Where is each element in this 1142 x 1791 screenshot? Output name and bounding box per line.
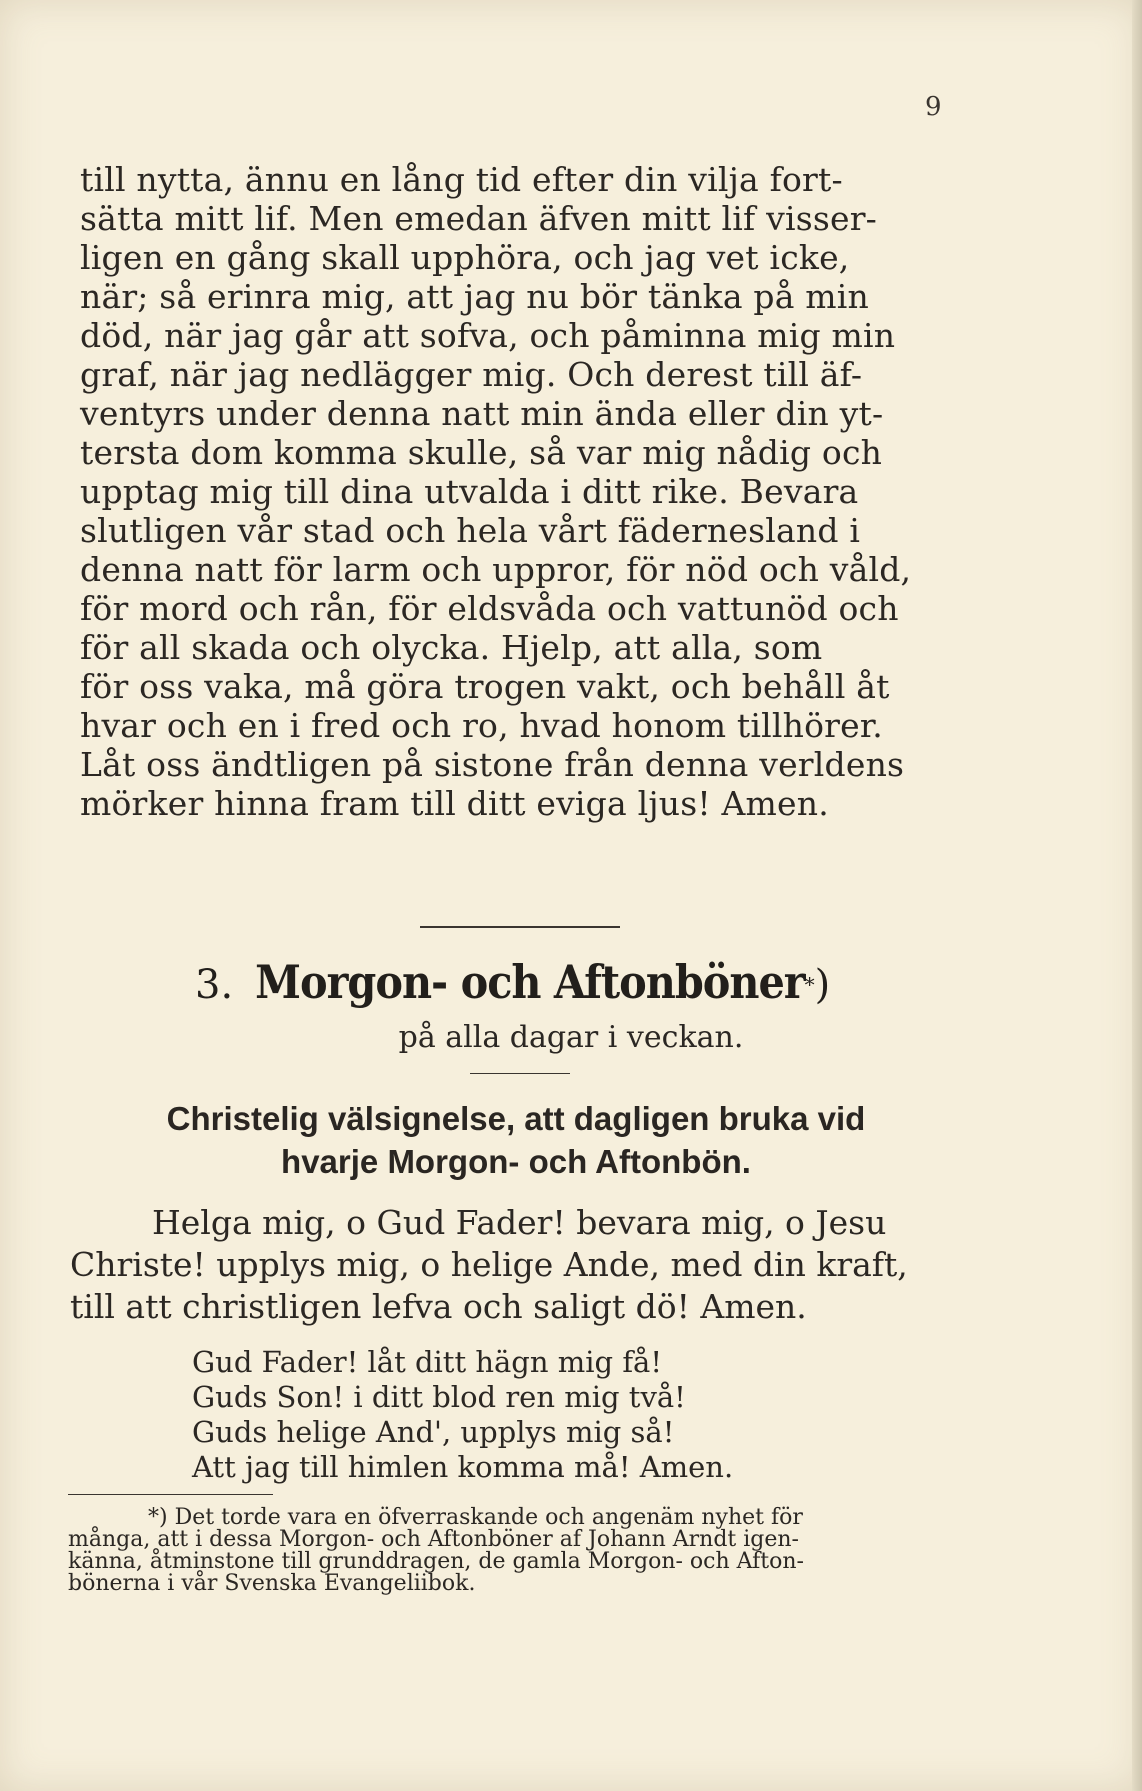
- text-line: Låt oss ändtligen på sistone från denna verldens: [80, 745, 905, 784]
- blessing-text-line: Christe! upplys mig, o helige Ande, med din kraft,: [70, 1245, 908, 1284]
- verse-line: Att jag till himlen komma må! Amen.: [192, 1450, 734, 1484]
- text-line: sätta mitt lif. Men emedan äfven mitt lif visser-: [80, 199, 878, 238]
- text-line: ventyrs under denna natt min ända eller din yt-: [80, 394, 884, 433]
- footnote-rule: [68, 1494, 273, 1495]
- blessing-heading-line: hvarje Morgon- och Aftonbön.: [281, 1143, 751, 1180]
- section-divider: [420, 926, 620, 928]
- text-line: för all skada och olycka. Hjelp, att alla, som: [80, 628, 823, 667]
- footnote-line: bönerna i vår Svenska Evangeliibok.: [68, 1571, 476, 1596]
- footnote-mark: *: [804, 972, 815, 997]
- footnote-line: *) Det torde vara en öfverraskande och angenäm nyhet för: [148, 1505, 803, 1530]
- text-line: död, när jag går att sofva, och påminna mig min: [80, 316, 896, 355]
- verse-line: Guds Son! i ditt blod ren mig två!: [192, 1380, 686, 1414]
- text-line: denna natt för larm och uppror, för nöd och våld,: [80, 550, 912, 589]
- text-line: mörker hinna fram till ditt eviga ljus! Amen.: [80, 784, 829, 823]
- text-line: för oss vaka, må göra trogen vakt, och behåll åt: [80, 667, 890, 706]
- text-line: upptag mig till dina utvalda i ditt rike. Bevara: [80, 472, 859, 511]
- page-number: 9: [925, 92, 942, 122]
- section-number: 3.: [195, 962, 234, 1008]
- text-line: graf, när jag nedlägger mig. Och derest till äf-: [80, 355, 863, 394]
- text-line: till nytta, ännu en lång tid efter din vilja fort-: [80, 160, 843, 199]
- footnote-line: känna, åtminstone till grunddragen, de gamla Morgon- och Afton-: [68, 1549, 804, 1574]
- verse-line: Gud Fader! låt ditt hägn mig få!: [192, 1345, 662, 1379]
- short-divider: [470, 1073, 570, 1074]
- verse-line: Guds helige And', upplys mig så!: [192, 1415, 675, 1449]
- text-line: för mord och rån, för eldsvåda och vattunöd och: [80, 589, 899, 628]
- text-line: hvar och en i fred och ro, hvad honom tillhörer.: [80, 706, 883, 745]
- text-line: när; så erinra mig, att jag nu bör tänka på min: [80, 277, 870, 316]
- blessing-text-line: Helga mig, o Gud Fader! bevara mig, o Jesu: [152, 1203, 887, 1242]
- text-line: slutligen vår stad och hela vårt fädernesland i: [80, 511, 861, 550]
- section-subtitle: på alla dagar i veckan.: [398, 1020, 744, 1055]
- blessing-heading-line: Christelig välsignelse, att dagligen bruka vid: [166, 1100, 866, 1137]
- section-heading: [195, 955, 830, 1009]
- text-line: ligen en gång skall upphöra, och jag vet icke,: [80, 238, 850, 277]
- footnote-paren: ): [814, 962, 831, 1008]
- section-title: Morgon- och Aftonböner: [255, 955, 805, 1009]
- footnote-line: många, att i dessa Morgon- och Aftonböner af Johann Arndt igen-: [68, 1527, 799, 1552]
- blessing-text-line: till att christligen lefva och saligt dö! Amen.: [70, 1287, 807, 1326]
- text-line: tersta dom komma skulle, så var mig nådig och: [80, 433, 883, 472]
- page-edge: [1132, 0, 1142, 1791]
